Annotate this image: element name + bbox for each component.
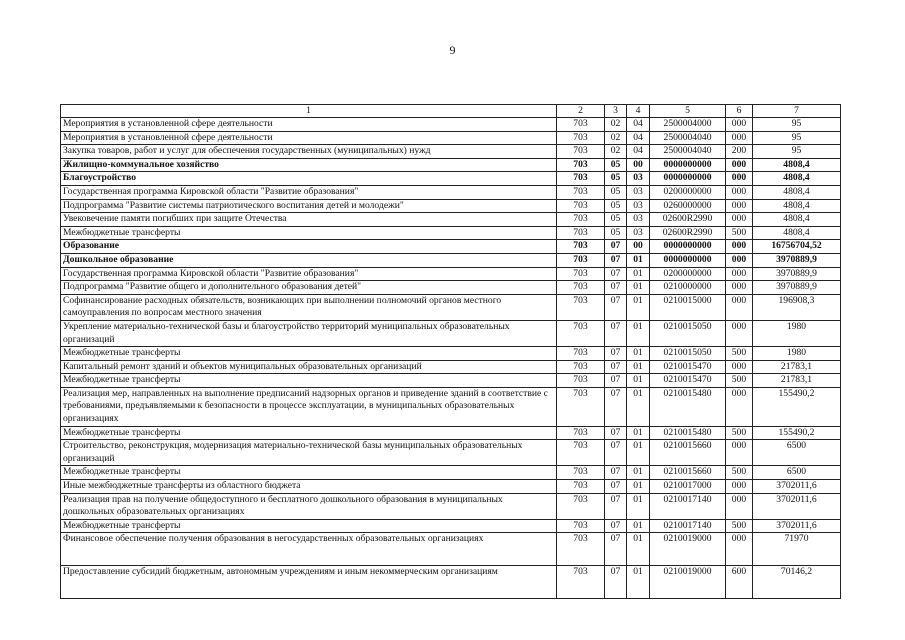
subsection-cell: 01: [627, 493, 650, 519]
target-article-cell: 0210015000: [650, 294, 726, 320]
code-cell: 703: [557, 426, 605, 440]
subsection-cell: 03: [627, 172, 650, 186]
code-cell: 703: [557, 387, 605, 426]
table-row: [61, 466, 841, 480]
target-article-cell: 0210019000: [650, 533, 726, 566]
target-article-cell: 2500004040: [650, 145, 726, 159]
target-article-cell: 0210015470: [650, 374, 726, 388]
row-name-cell: Межбюджетные трансферты: [61, 519, 557, 533]
section-cell: 02: [605, 145, 627, 159]
section-cell: 05: [605, 158, 627, 172]
code-cell: 703: [557, 226, 605, 240]
expense-type-cell: 000: [726, 185, 753, 199]
target-article-cell: 0200000000: [650, 185, 726, 199]
row-name-cell: Закупка товаров, работ и услуг для обеспечения государственных (муниципальных) нужд: [61, 145, 557, 159]
subsection-cell: 03: [627, 199, 650, 213]
section-cell: 07: [605, 566, 627, 599]
code-cell: 703: [557, 131, 605, 145]
amount-cell: 95: [753, 145, 841, 159]
code-cell: 703: [557, 240, 605, 254]
row-name-cell: Благоустройство: [61, 172, 557, 186]
row-name-cell: Реализация прав на получение общедоступного и бесплатного дошкольного образования в муниципальных дошкольных образовательных организациях: [61, 493, 557, 519]
amount-cell: 155490,2: [753, 426, 841, 440]
amount-cell: 21783,1: [753, 360, 841, 374]
target-article-cell: 2500004040: [650, 131, 726, 145]
column-header: 4: [627, 105, 650, 118]
table-row: [61, 360, 841, 374]
subsection-cell: 01: [627, 253, 650, 267]
subsection-cell: 01: [627, 267, 650, 281]
target-article-cell: 0210000000: [650, 281, 726, 295]
section-cell: 07: [605, 267, 627, 281]
expense-type-cell: 000: [726, 320, 753, 346]
amount-cell: 3702011,6: [753, 493, 841, 519]
table-row: [61, 253, 841, 267]
target-article-cell: 02600R2990: [650, 226, 726, 240]
section-cell: 07: [605, 493, 627, 519]
amount-cell: 4808,4: [753, 185, 841, 199]
table-row: [61, 267, 841, 281]
section-cell: 07: [605, 253, 627, 267]
section-cell: 07: [605, 240, 627, 254]
section-cell: 07: [605, 347, 627, 361]
target-article-cell: 0210015660: [650, 440, 726, 466]
code-cell: 703: [557, 374, 605, 388]
expense-type-cell: 000: [726, 240, 753, 254]
code-cell: 703: [557, 533, 605, 566]
section-cell: 07: [605, 387, 627, 426]
column-header: 1: [61, 105, 557, 118]
section-cell: 02: [605, 118, 627, 132]
subsection-cell: 03: [627, 213, 650, 227]
amount-cell: 4808,4: [753, 199, 841, 213]
code-cell: 703: [557, 213, 605, 227]
subsection-cell: 01: [627, 533, 650, 566]
expense-type-cell: 000: [726, 131, 753, 145]
subsection-cell: 01: [627, 294, 650, 320]
row-name-cell: Иные межбюджетные трансферты из областного бюджета: [61, 480, 557, 494]
table-row: [61, 199, 841, 213]
amount-cell: 95: [753, 118, 841, 132]
subsection-cell: 01: [627, 320, 650, 346]
amount-cell: 3702011,6: [753, 519, 841, 533]
code-cell: 703: [557, 172, 605, 186]
code-cell: 703: [557, 347, 605, 361]
subsection-cell: 01: [627, 347, 650, 361]
table-row: [61, 374, 841, 388]
subsection-cell: 01: [627, 566, 650, 599]
subsection-cell: 04: [627, 145, 650, 159]
row-name-cell: Образование: [61, 240, 557, 254]
table-body: [61, 118, 841, 599]
expense-type-cell: 000: [726, 253, 753, 267]
amount-cell: 21783,1: [753, 374, 841, 388]
code-cell: 703: [557, 294, 605, 320]
table-header-row: [61, 105, 841, 118]
target-article-cell: 0210015470: [650, 360, 726, 374]
table-row: [61, 240, 841, 254]
subsection-cell: 01: [627, 519, 650, 533]
target-article-cell: 0210019000: [650, 566, 726, 599]
expense-type-cell: 500: [726, 347, 753, 361]
table-row: [61, 158, 841, 172]
subsection-cell: 01: [627, 360, 650, 374]
table-row: [61, 440, 841, 466]
expense-type-cell: 000: [726, 281, 753, 295]
expense-type-cell: 000: [726, 440, 753, 466]
row-name-cell: Государственная программа Кировской области "Развитие образования": [61, 267, 557, 281]
code-cell: 703: [557, 199, 605, 213]
target-article-cell: 0260000000: [650, 199, 726, 213]
code-cell: 703: [557, 566, 605, 599]
amount-cell: 71970: [753, 533, 841, 566]
target-article-cell: 0210017140: [650, 519, 726, 533]
code-cell: 703: [557, 267, 605, 281]
section-cell: 07: [605, 533, 627, 566]
code-cell: 703: [557, 253, 605, 267]
amount-cell: 4808,4: [753, 213, 841, 227]
row-name-cell: Строительство, реконструкция, модернизация материально-технической базы муниципальных образовательных организаций: [61, 440, 557, 466]
code-cell: 703: [557, 281, 605, 295]
expense-type-cell: 000: [726, 199, 753, 213]
code-cell: 703: [557, 493, 605, 519]
subsection-cell: 01: [627, 426, 650, 440]
section-cell: 05: [605, 185, 627, 199]
expense-type-cell: 000: [726, 213, 753, 227]
expense-type-cell: 000: [726, 533, 753, 566]
table-row: [61, 519, 841, 533]
code-cell: 703: [557, 118, 605, 132]
column-header: 3: [605, 105, 627, 118]
column-header: 2: [557, 105, 605, 118]
subsection-cell: 01: [627, 480, 650, 494]
amount-cell: 4808,4: [753, 158, 841, 172]
expense-type-cell: 500: [726, 226, 753, 240]
table-row: [61, 213, 841, 227]
amount-cell: 6500: [753, 466, 841, 480]
table-row: [61, 320, 841, 346]
table-row: [61, 493, 841, 519]
row-name-cell: Государственная программа Кировской области "Развитие образования": [61, 185, 557, 199]
table-row: [61, 347, 841, 361]
target-article-cell: 0210015480: [650, 387, 726, 426]
amount-cell: 16756704,52: [753, 240, 841, 254]
row-name-cell: Увековечение памяти погибших при защите Отечества: [61, 213, 557, 227]
code-cell: 703: [557, 185, 605, 199]
amount-cell: 3970889,9: [753, 281, 841, 295]
table-row: [61, 533, 841, 566]
amount-cell: 3970889,9: [753, 253, 841, 267]
section-cell: 07: [605, 466, 627, 480]
target-article-cell: 0210017000: [650, 480, 726, 494]
row-name-cell: Мероприятия в установленной сфере деятельности: [61, 118, 557, 132]
row-name-cell: Дошкольное образование: [61, 253, 557, 267]
column-header: 7: [753, 105, 841, 118]
target-article-cell: 0000000000: [650, 172, 726, 186]
table-row: [61, 387, 841, 426]
subsection-cell: 01: [627, 374, 650, 388]
table-row: [61, 281, 841, 295]
row-name-cell: Подпрограмма "Развитие системы патриотического воспитания детей и молодежи": [61, 199, 557, 213]
table-row: [61, 426, 841, 440]
subsection-cell: 04: [627, 131, 650, 145]
code-cell: 703: [557, 360, 605, 374]
amount-cell: 4808,4: [753, 172, 841, 186]
expense-type-cell: 500: [726, 426, 753, 440]
row-name-cell: Подпрограмма "Развитие общего и дополнительного образования детей": [61, 281, 557, 295]
target-article-cell: 0200000000: [650, 267, 726, 281]
row-name-cell: Межбюджетные трансферты: [61, 426, 557, 440]
row-name-cell: Межбюджетные трансферты: [61, 347, 557, 361]
table-row: [61, 145, 841, 159]
table-row: [61, 294, 841, 320]
subsection-cell: 03: [627, 185, 650, 199]
row-name-cell: Реализация мер, направленных на выполнение предписаний надзорных органов и приведение зданий в соответствие с требованиями, предъявляемыми к безопасности в процессе эксплуатации, в муниципальных образовательных организациях: [61, 387, 557, 426]
row-name-cell: Финансовое обеспечение получения образования в негосударственных образовательных организациях: [61, 533, 557, 566]
subsection-cell: 00: [627, 240, 650, 254]
section-cell: 07: [605, 360, 627, 374]
column-header: 5: [650, 105, 726, 118]
target-article-cell: 0210015050: [650, 320, 726, 346]
amount-cell: 1980: [753, 320, 841, 346]
section-cell: 07: [605, 426, 627, 440]
table-row: [61, 480, 841, 494]
row-name-cell: Мероприятия в установленной сфере деятельности: [61, 131, 557, 145]
row-name-cell: Межбюджетные трансферты: [61, 466, 557, 480]
row-name-cell: Капитальный ремонт зданий и объектов муниципальных образовательных организаций: [61, 360, 557, 374]
section-cell: 05: [605, 226, 627, 240]
subsection-cell: 01: [627, 387, 650, 426]
section-cell: 07: [605, 480, 627, 494]
expense-type-cell: 000: [726, 172, 753, 186]
section-cell: 07: [605, 281, 627, 295]
code-cell: 703: [557, 440, 605, 466]
expense-type-cell: 500: [726, 374, 753, 388]
expense-type-cell: 000: [726, 480, 753, 494]
target-article-cell: 0000000000: [650, 158, 726, 172]
expense-type-cell: 000: [726, 294, 753, 320]
row-name-cell: Предоставление субсидий бюджетным, автономным учреждениям и иным некоммерческим организациям: [61, 566, 557, 599]
amount-cell: 196908,3: [753, 294, 841, 320]
section-cell: 02: [605, 131, 627, 145]
section-cell: 07: [605, 519, 627, 533]
table-row: [61, 118, 841, 132]
code-cell: 703: [557, 480, 605, 494]
code-cell: 703: [557, 158, 605, 172]
target-article-cell: 0210015050: [650, 347, 726, 361]
table-row: [61, 185, 841, 199]
row-name-cell: Укрепление материально-технической базы и благоустройство территорий муниципальных образовательных организаций: [61, 320, 557, 346]
amount-cell: 6500: [753, 440, 841, 466]
target-article-cell: 02600R2990: [650, 213, 726, 227]
section-cell: 05: [605, 172, 627, 186]
code-cell: 703: [557, 145, 605, 159]
section-cell: 07: [605, 320, 627, 346]
table-row: [61, 172, 841, 186]
table-row: [61, 131, 841, 145]
section-cell: 07: [605, 374, 627, 388]
table-row: [61, 226, 841, 240]
amount-cell: 155490,2: [753, 387, 841, 426]
section-cell: 05: [605, 213, 627, 227]
expense-type-cell: 000: [726, 387, 753, 426]
subsection-cell: 03: [627, 226, 650, 240]
expense-type-cell: 500: [726, 466, 753, 480]
expense-type-cell: 500: [726, 519, 753, 533]
code-cell: 703: [557, 320, 605, 346]
subsection-cell: 00: [627, 158, 650, 172]
expense-type-cell: 000: [726, 267, 753, 281]
target-article-cell: 0210015660: [650, 466, 726, 480]
subsection-cell: 01: [627, 281, 650, 295]
row-name-cell: Жилищно-коммунальное хозяйство: [61, 158, 557, 172]
row-name-cell: Межбюджетные трансферты: [61, 226, 557, 240]
target-article-cell: 2500004000: [650, 118, 726, 132]
amount-cell: 95: [753, 131, 841, 145]
section-cell: 07: [605, 294, 627, 320]
target-article-cell: 0000000000: [650, 240, 726, 254]
section-cell: 07: [605, 440, 627, 466]
table-row: [61, 566, 841, 599]
expense-type-cell: 600: [726, 566, 753, 599]
subsection-cell: 04: [627, 118, 650, 132]
page-number: 9: [449, 43, 456, 57]
expense-type-cell: 000: [726, 360, 753, 374]
section-cell: 05: [605, 199, 627, 213]
subsection-cell: 01: [627, 440, 650, 466]
code-cell: 703: [557, 519, 605, 533]
row-name-cell: Межбюджетные трансферты: [61, 374, 557, 388]
target-article-cell: 0210017140: [650, 493, 726, 519]
expense-type-cell: 000: [726, 118, 753, 132]
expense-type-cell: 000: [726, 158, 753, 172]
amount-cell: 1980: [753, 347, 841, 361]
amount-cell: 70146,2: [753, 566, 841, 599]
expense-type-cell: 000: [726, 493, 753, 519]
amount-cell: 3970889,9: [753, 267, 841, 281]
target-article-cell: 0000000000: [650, 253, 726, 267]
budget-table: [60, 104, 841, 599]
column-header: 6: [726, 105, 753, 118]
target-article-cell: 0210015480: [650, 426, 726, 440]
subsection-cell: 01: [627, 466, 650, 480]
row-name-cell: Софинансирование расходных обязательств, возникающих при выполнении полномочий органов местного самоуправления по вопросам местного значения: [61, 294, 557, 320]
code-cell: 703: [557, 466, 605, 480]
amount-cell: 4808,4: [753, 226, 841, 240]
amount-cell: 3702011,6: [753, 480, 841, 494]
expense-type-cell: 200: [726, 145, 753, 159]
